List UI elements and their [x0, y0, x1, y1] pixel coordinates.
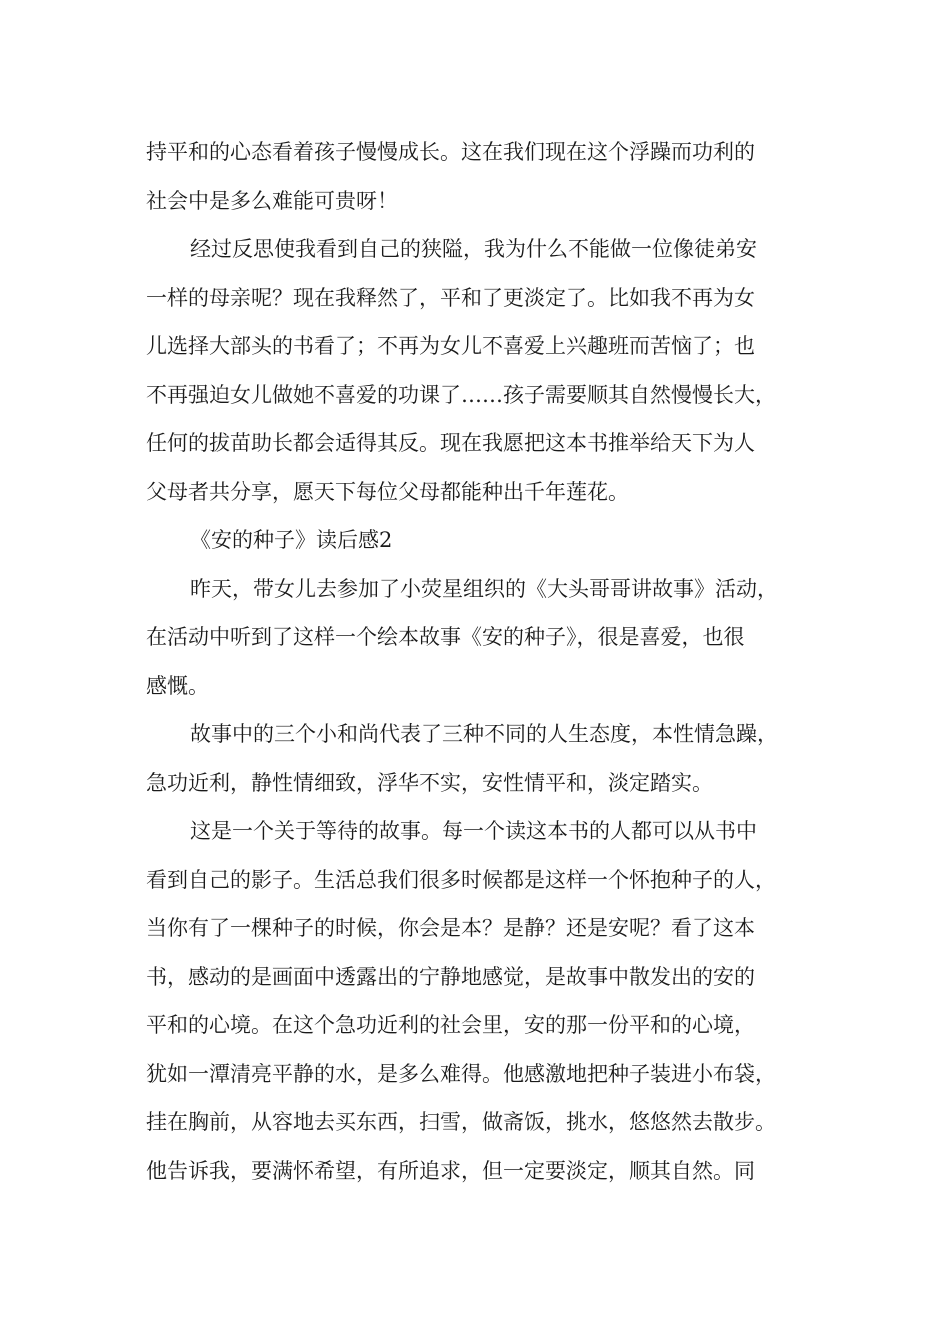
- text-line: 书，感动的是画面中透露出的宁静地感觉，是故事中散发出的安的: [146, 964, 755, 989]
- text-line: 一样的母亲呢？现在我释然了，平和了更淡定了。比如我不再为女: [146, 285, 755, 310]
- text-line: 急功近利，静性情细致，浮华不实，安性情平和，淡定踏实。: [146, 770, 713, 795]
- text-line: 平和的心境。在这个急功近利的社会里，安的那一份平和的心境，: [146, 1013, 755, 1037]
- text-line: 看到自己的影子。生活总我们很多时候都是这样一个怀抱种子的人，: [146, 867, 776, 892]
- text-line: 他告诉我，要满怀希望，有所追求，但一定要淡定，顺其自然。同: [146, 1158, 755, 1183]
- paragraph-start-line: 这是一个关于等待的故事。每一个读这本书的人都可以从书中: [190, 819, 757, 843]
- text-line: 任何的拔苗助长都会适得其反。现在我愿把这本书推举给天下为人: [146, 431, 755, 455]
- text-line: 在活动中听到了这样一个绘本故事《安的种子》，很是喜爱，也很: [146, 625, 745, 649]
- document-body: [146, 128, 826, 1195]
- text-line: 持平和的心态看着孩子慢慢成长。这在我们现在这个浮躁而功利的: [146, 140, 755, 164]
- text-line: 犹如一潭清亮平静的水，是多么难得。他感激地把种子装进小布袋，: [146, 1061, 776, 1086]
- paragraph-start-line: 经过反思使我看到自己的狭隘，我为什么不能做一位像徒弟安: [190, 237, 757, 261]
- text-line: 感慨。: [146, 673, 209, 698]
- section-title: 《安的种子》读后感2: [190, 528, 393, 552]
- text-line: 挂在胸前，从容地去买东西，扫雪，做斋饭，挑水，悠悠然去散步。: [146, 1110, 776, 1134]
- paragraph-start-line: 昨天，带女儿去参加了小荧星组织的《大头哥哥讲故事》活动，: [190, 576, 778, 601]
- text-line: 不再强迫女儿做她不喜爱的功课了……孩子需要顺其自然慢慢长大，: [146, 382, 776, 407]
- text-line: 当你有了一棵种子的时候，你会是本？是静？还是安呢？看了这本: [146, 916, 755, 940]
- paragraph-start-line: 故事中的三个小和尚代表了三种不同的人生态度，本性情急躁，: [190, 722, 778, 746]
- text-line: 社会中是多么难能可贵呀！: [146, 188, 398, 213]
- text-line: 父母者共分享，愿天下每位父母都能种出千年莲花。: [146, 479, 629, 504]
- text-line: 儿选择大部头的书看了；不再为女儿不喜爱上兴趣班而苦恼了；也: [146, 334, 755, 358]
